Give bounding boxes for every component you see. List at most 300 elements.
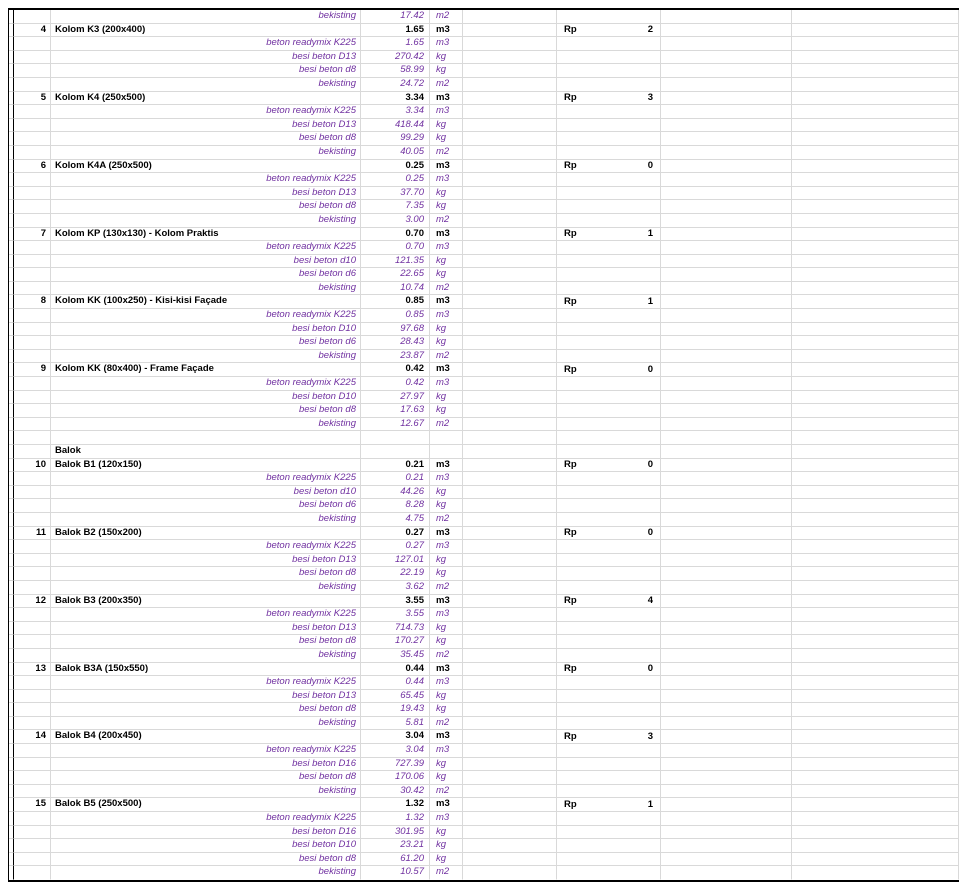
cell-row-number (14, 255, 51, 269)
cell-row-number: 13 (14, 663, 51, 677)
currency-symbol: Rp (564, 730, 577, 742)
currency-symbol: Rp (564, 594, 577, 606)
cell-unit: kg (430, 622, 463, 636)
cell-quantity: 28.43 (361, 336, 430, 350)
cell-blank (661, 350, 792, 364)
cell-blank (463, 690, 557, 704)
cell-blank (463, 241, 557, 255)
cell-row-number (14, 105, 51, 119)
cell-description: beton readymix K225 (51, 676, 361, 690)
cell-blank (661, 241, 792, 255)
cell-blank (792, 839, 959, 853)
table-row (9, 228, 959, 242)
cell-description: beton readymix K225 (51, 37, 361, 51)
cell-price (557, 255, 661, 269)
cell-description (51, 431, 361, 445)
cell-quantity: 37.70 (361, 187, 430, 201)
cell-blank (661, 24, 792, 38)
cell-price (557, 744, 661, 758)
cell-quantity: 3.55 (361, 608, 430, 622)
cell-row-number (14, 744, 51, 758)
table-row (9, 472, 959, 486)
cell-price (557, 350, 661, 364)
cell-price (557, 132, 661, 146)
cell-price (557, 228, 661, 242)
cell-blank (463, 676, 557, 690)
cell-blank (792, 486, 959, 500)
cell-description: bekisting (51, 717, 361, 731)
cell-blank (661, 717, 792, 731)
cell-price (557, 431, 661, 445)
cell-description: besi beton d6 (51, 336, 361, 350)
cell-blank (792, 132, 959, 146)
currency-symbol: Rp (564, 526, 577, 538)
cell-blank (463, 78, 557, 92)
cell-blank (792, 255, 959, 269)
cell-row-number (14, 323, 51, 337)
cell-unit (430, 445, 463, 459)
cell-quantity: 22.65 (361, 268, 430, 282)
cell-quantity: 0.21 (361, 472, 430, 486)
cell-quantity: 7.35 (361, 200, 430, 214)
cell-blank (463, 771, 557, 785)
table-row (9, 676, 959, 690)
cell-blank (792, 10, 959, 24)
cell-blank (463, 798, 557, 812)
cell-description: beton readymix K225 (51, 173, 361, 187)
cell-quantity: 121.35 (361, 255, 430, 269)
cell-description: besi beton d10 (51, 255, 361, 269)
cell-row-number (14, 51, 51, 65)
cell-blank (661, 64, 792, 78)
cell-unit: m3 (430, 363, 463, 377)
cell-row-number (14, 839, 51, 853)
cell-description: Kolom K4 (250x500) (51, 92, 361, 106)
cell-unit: m3 (430, 228, 463, 242)
table-row (9, 418, 959, 432)
cell-blank (792, 676, 959, 690)
cell-description: Balok B3 (200x350) (51, 595, 361, 609)
cell-row-number: 7 (14, 228, 51, 242)
cell-blank (792, 377, 959, 391)
cell-description: Balok B4 (200x450) (51, 730, 361, 744)
cell-blank (792, 717, 959, 731)
cell-unit: m3 (430, 744, 463, 758)
cell-blank (463, 363, 557, 377)
cell-blank (792, 268, 959, 282)
cell-unit: m3 (430, 377, 463, 391)
cell-blank (792, 105, 959, 119)
cell-blank (661, 663, 792, 677)
cell-blank (463, 431, 557, 445)
cell-blank (661, 826, 792, 840)
cell-blank (792, 758, 959, 772)
cell-row-number (14, 513, 51, 527)
cell-blank (792, 64, 959, 78)
cell-blank (792, 649, 959, 663)
cell-price (557, 214, 661, 228)
cell-price (557, 445, 661, 459)
cell-blank (661, 622, 792, 636)
cell-blank (661, 581, 792, 595)
cell-row-number (14, 146, 51, 160)
table-row (9, 663, 959, 677)
cell-blank (463, 64, 557, 78)
cell-quantity: 12.67 (361, 418, 430, 432)
cell-unit: m2 (430, 146, 463, 160)
cell-blank (792, 744, 959, 758)
cell-price (557, 622, 661, 636)
cell-description: besi beton d8 (51, 132, 361, 146)
cell-blank (792, 24, 959, 38)
cell-quantity: 170.27 (361, 635, 430, 649)
cell-price (557, 513, 661, 527)
cell-row-number: 12 (14, 595, 51, 609)
cell-quantity: 35.45 (361, 649, 430, 663)
cell-description: bekisting (51, 146, 361, 160)
cell-unit: kg (430, 268, 463, 282)
cell-blank (661, 839, 792, 853)
cell-description: besi beton D13 (51, 554, 361, 568)
cell-unit: m2 (430, 785, 463, 799)
cell-blank (661, 51, 792, 65)
currency-symbol: Rp (564, 363, 577, 375)
cell-row-number (14, 622, 51, 636)
cell-blank (463, 214, 557, 228)
cell-blank (661, 363, 792, 377)
cell-row-number (14, 540, 51, 554)
cell-blank (661, 336, 792, 350)
cell-price (557, 798, 661, 812)
cell-blank (463, 758, 557, 772)
cell-description: besi beton d8 (51, 200, 361, 214)
cell-row-number (14, 78, 51, 92)
cell-row-number (14, 200, 51, 214)
cell-unit: kg (430, 758, 463, 772)
cell-quantity: 5.81 (361, 717, 430, 731)
cell-unit: kg (430, 132, 463, 146)
table-row (9, 499, 959, 513)
cell-row-number (14, 404, 51, 418)
cell-blank (463, 622, 557, 636)
cell-description: besi beton d6 (51, 268, 361, 282)
currency-symbol: Rp (564, 91, 577, 103)
cell-blank (792, 866, 959, 880)
cell-description: besi beton d6 (51, 499, 361, 513)
cell-unit: kg (430, 51, 463, 65)
cell-description: Balok (51, 445, 361, 459)
cell-blank (792, 771, 959, 785)
cell-row-number (14, 132, 51, 146)
cell-unit: m2 (430, 717, 463, 731)
cell-row-number (14, 119, 51, 133)
cell-blank (661, 200, 792, 214)
cell-price (557, 527, 661, 541)
cell-blank (463, 350, 557, 364)
cell-row-number (14, 853, 51, 867)
cell-unit: m3 (430, 309, 463, 323)
table-row (9, 595, 959, 609)
cell-blank (661, 513, 792, 527)
cell-blank (463, 567, 557, 581)
cell-quantity: 3.62 (361, 581, 430, 595)
cell-blank (792, 431, 959, 445)
cell-blank (792, 554, 959, 568)
cell-description: bekisting (51, 866, 361, 880)
cell-price (557, 690, 661, 704)
cell-blank (661, 377, 792, 391)
cell-unit: kg (430, 255, 463, 269)
table-row (9, 377, 959, 391)
cell-row-number: 8 (14, 295, 51, 309)
currency-symbol: Rp (564, 458, 577, 470)
price-value: 0 (647, 526, 653, 538)
cell-price (557, 676, 661, 690)
cell-unit: m2 (430, 214, 463, 228)
cell-quantity: 19.43 (361, 703, 430, 717)
table-row (9, 37, 959, 51)
currency-symbol: Rp (564, 23, 577, 35)
cell-description: bekisting (51, 418, 361, 432)
table-row (9, 255, 959, 269)
table-row (9, 404, 959, 418)
cell-blank (463, 635, 557, 649)
cell-price (557, 377, 661, 391)
cell-blank (463, 839, 557, 853)
table-row (9, 282, 959, 296)
cell-row-number (14, 282, 51, 296)
cell-description: besi beton D13 (51, 51, 361, 65)
cell-blank (661, 255, 792, 269)
cell-price (557, 663, 661, 677)
cell-row-number (14, 826, 51, 840)
cell-blank (792, 527, 959, 541)
price-value: 1 (647, 227, 653, 239)
cell-price (557, 309, 661, 323)
cell-quantity: 17.42 (361, 10, 430, 24)
cell-description: bekisting (51, 10, 361, 24)
table-row (9, 486, 959, 500)
cell-quantity: 301.95 (361, 826, 430, 840)
cell-description: besi beton D16 (51, 758, 361, 772)
cell-blank (463, 649, 557, 663)
cell-blank (792, 363, 959, 377)
cell-price (557, 785, 661, 799)
cell-blank (792, 119, 959, 133)
cell-unit: m3 (430, 676, 463, 690)
cell-row-number (14, 431, 51, 445)
cell-unit: kg (430, 635, 463, 649)
cell-description: beton readymix K225 (51, 241, 361, 255)
cell-blank (661, 105, 792, 119)
cell-description: besi beton D10 (51, 323, 361, 337)
cell-quantity: 170.06 (361, 771, 430, 785)
price-value: 0 (647, 458, 653, 470)
cell-description: besi beton D10 (51, 391, 361, 405)
cell-quantity: 24.72 (361, 78, 430, 92)
cell-blank (661, 730, 792, 744)
table-row (9, 635, 959, 649)
cell-description: Kolom K4A (250x500) (51, 160, 361, 174)
cell-blank (661, 92, 792, 106)
cell-quantity: 3.34 (361, 92, 430, 106)
cell-row-number (14, 581, 51, 595)
cell-price (557, 540, 661, 554)
table-row (9, 173, 959, 187)
cell-blank (792, 730, 959, 744)
cell-description: besi beton d8 (51, 404, 361, 418)
spreadsheet-page (8, 8, 959, 882)
cell-quantity: 3.04 (361, 744, 430, 758)
cell-blank (661, 866, 792, 880)
cell-blank (463, 10, 557, 24)
cell-description: besi beton d8 (51, 635, 361, 649)
cell-price (557, 853, 661, 867)
cell-unit: kg (430, 567, 463, 581)
cell-blank (661, 132, 792, 146)
currency-symbol: Rp (564, 295, 577, 307)
cell-blank (463, 866, 557, 880)
cell-row-number (14, 499, 51, 513)
cell-blank (463, 105, 557, 119)
cell-unit: kg (430, 486, 463, 500)
cell-row-number: 4 (14, 24, 51, 38)
cell-description: Kolom KK (80x400) - Frame Façade (51, 363, 361, 377)
cell-price (557, 418, 661, 432)
table-row (9, 64, 959, 78)
cell-blank (661, 744, 792, 758)
table-row (9, 798, 959, 812)
cell-unit: m2 (430, 866, 463, 880)
cell-price (557, 472, 661, 486)
cell-quantity: 0.44 (361, 663, 430, 677)
cell-blank (463, 200, 557, 214)
cell-row-number: 11 (14, 527, 51, 541)
cell-blank (661, 37, 792, 51)
cell-description: Balok B3A (150x550) (51, 663, 361, 677)
cell-blank (661, 649, 792, 663)
cell-blank (792, 608, 959, 622)
cell-blank (661, 323, 792, 337)
cell-unit: m2 (430, 581, 463, 595)
cell-blank (463, 336, 557, 350)
cell-blank (463, 37, 557, 51)
table-row (9, 622, 959, 636)
table-row (9, 146, 959, 160)
table-row (9, 10, 959, 24)
cell-description: besi beton d8 (51, 853, 361, 867)
cell-row-number (14, 214, 51, 228)
cell-row-number (14, 554, 51, 568)
cell-blank (661, 486, 792, 500)
cell-blank (463, 527, 557, 541)
table-row (9, 866, 959, 880)
table-row (9, 540, 959, 554)
cell-price (557, 608, 661, 622)
cell-blank (792, 78, 959, 92)
cell-quantity: 3.34 (361, 105, 430, 119)
cell-blank (463, 309, 557, 323)
cell-price (557, 649, 661, 663)
cell-blank (792, 228, 959, 242)
table-row (9, 853, 959, 867)
cell-blank (792, 540, 959, 554)
cell-description: besi beton D13 (51, 622, 361, 636)
cell-price (557, 499, 661, 513)
cell-row-number (14, 187, 51, 201)
cell-quantity: 22.19 (361, 567, 430, 581)
cell-quantity: 40.05 (361, 146, 430, 160)
cell-description: besi beton D13 (51, 690, 361, 704)
cell-blank (792, 295, 959, 309)
cell-unit: kg (430, 771, 463, 785)
cell-description: besi beton d10 (51, 486, 361, 500)
table-row (9, 200, 959, 214)
cell-blank (792, 581, 959, 595)
cell-blank (463, 608, 557, 622)
cell-unit: kg (430, 404, 463, 418)
price-value: 2 (647, 23, 653, 35)
cell-blank (661, 554, 792, 568)
cell-blank (661, 418, 792, 432)
cell-row-number (14, 309, 51, 323)
cell-price (557, 486, 661, 500)
cell-price (557, 187, 661, 201)
cell-blank (463, 295, 557, 309)
price-value: 3 (647, 730, 653, 742)
cell-unit: m3 (430, 459, 463, 473)
cell-blank (463, 146, 557, 160)
cell-price (557, 336, 661, 350)
cell-blank (463, 92, 557, 106)
cell-blank (463, 785, 557, 799)
cell-blank (661, 10, 792, 24)
cell-price (557, 119, 661, 133)
cell-blank (463, 663, 557, 677)
cell-blank (463, 853, 557, 867)
table-row (9, 812, 959, 826)
cell-price (557, 160, 661, 174)
table-row (9, 703, 959, 717)
table-row (9, 24, 959, 38)
cell-unit: m3 (430, 160, 463, 174)
cell-row-number (14, 758, 51, 772)
cell-price (557, 78, 661, 92)
price-value: 0 (647, 363, 653, 375)
cell-quantity: 30.42 (361, 785, 430, 799)
cell-price (557, 391, 661, 405)
table-row (9, 826, 959, 840)
cell-price (557, 730, 661, 744)
cell-blank (661, 758, 792, 772)
table-row (9, 350, 959, 364)
table-row (9, 730, 959, 744)
cell-description: besi beton D13 (51, 119, 361, 133)
cell-blank (463, 282, 557, 296)
cell-price (557, 323, 661, 337)
cell-quantity (361, 445, 430, 459)
cell-description: beton readymix K225 (51, 812, 361, 826)
cell-unit: kg (430, 853, 463, 867)
cell-price (557, 200, 661, 214)
currency-symbol: Rp (564, 159, 577, 171)
table-row (9, 132, 959, 146)
cell-blank (661, 595, 792, 609)
cell-row-number: 6 (14, 160, 51, 174)
cell-blank (792, 404, 959, 418)
table-row (9, 160, 959, 174)
table-row (9, 785, 959, 799)
